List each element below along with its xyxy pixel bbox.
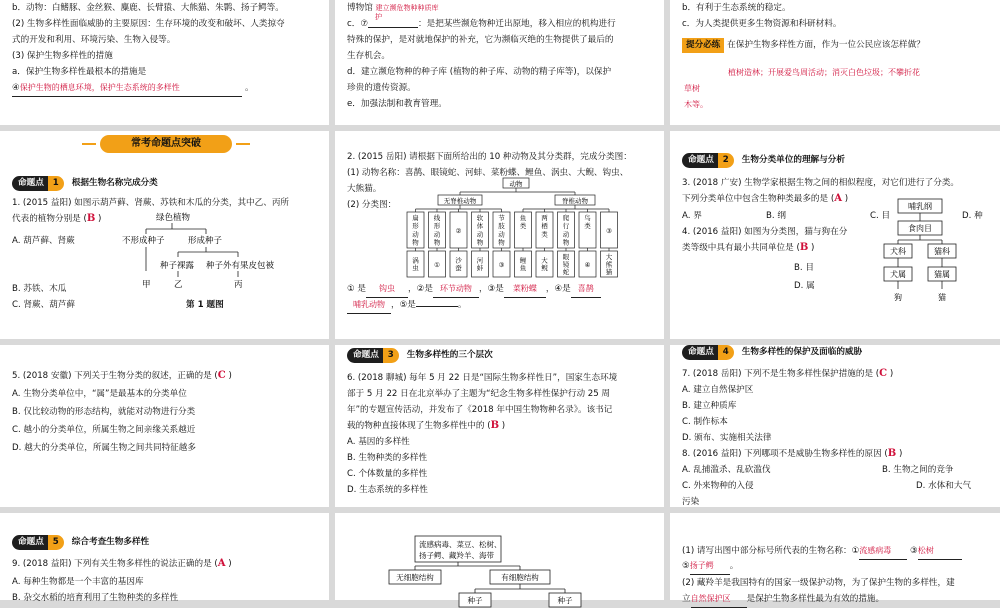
handwritten-answer: 松树 — [917, 546, 934, 555]
text-segment: 博物馆 — [347, 3, 373, 13]
handwritten-answer — [684, 97, 990, 113]
fig-species-label: ④ — [584, 261, 591, 269]
option-a[interactable]: A. 建立自然保护区 — [682, 385, 754, 395]
option-d[interactable]: D. 越大的分类单位，所属生物之间共同特征越多 — [12, 443, 196, 453]
option-d-continued: 污染 — [682, 497, 700, 507]
fig-label-bing: 丙 — [234, 280, 243, 290]
question-line: 部于 5 月 22 日在北京举办了主题为“纪念生物多样性保护行动 25 周 — [347, 389, 611, 399]
animal-classification-figure — [405, 176, 627, 278]
text-segment: ) — [228, 559, 232, 569]
topic-tag: 命题点 — [682, 345, 718, 360]
text-segment: 。 — [457, 300, 467, 310]
topic-number: 1 — [48, 176, 64, 191]
option-a[interactable]: A. 葫芦藓、肾蕨 — [12, 236, 75, 246]
fig-no-cell: 无细胞结构 — [396, 573, 434, 582]
text-segment: ：是把某些濒危物种迁出原地，移入相应的机构进行 — [418, 19, 616, 29]
fig-node-covered-seed: 种子外有果皮包被 — [206, 261, 275, 271]
organism-classification-figure — [395, 533, 625, 605]
text-line: d．建立濒危物种的种子库 (植物的种子库、动物的精子库等)，以保护 — [347, 67, 612, 77]
text-segment: ) — [98, 214, 102, 224]
fig-cat: 猫 — [938, 293, 946, 302]
handwritten-answer: C — [879, 368, 888, 379]
fig-vertebrate: 脊椎动物 — [562, 197, 588, 205]
text-line: (2) 生物多样性面临威胁的主要原因：生存环境的改变和破坏、人类掠夺 — [12, 19, 285, 29]
fig-species-label: 涡虫 — [412, 256, 419, 272]
question-line: 2. (2015 岳阳) 请根据下面所给出的 10 种动物及其分类群，完成分类图： — [347, 152, 632, 162]
fig-category-label: ② — [455, 227, 462, 235]
handwritten-answer: 喜鹊 — [577, 284, 594, 293]
blank — [433, 281, 479, 298]
figure-caption: 第 1 题图 — [186, 300, 224, 310]
handwritten-answer: 菜粉蝶 — [512, 284, 537, 293]
fig-category-label: 线形动物 — [433, 214, 441, 247]
text-segment: ⑤ — [682, 561, 690, 571]
fig-species-label: 眼镜蛇 — [562, 252, 570, 276]
question-line — [682, 446, 990, 462]
topic-title: 生物多样性的三个层次 — [406, 350, 493, 360]
fig-root: 绿色植物 — [156, 213, 191, 223]
topic-tag: 命题点 — [682, 153, 718, 168]
option-c[interactable]: C. 肾蕨、葫芦藓 — [12, 300, 76, 310]
text-line — [347, 16, 654, 32]
cat-dog-classification-figure — [880, 197, 960, 309]
topic-tag: 命题点 — [12, 176, 48, 191]
question-line: (2) 分类图： — [347, 200, 397, 210]
option-c[interactable]: C. 制作标本 — [682, 417, 728, 427]
panel-organism-figure — [335, 513, 664, 605]
fig-class: 哺乳纲 — [908, 202, 932, 211]
option-d[interactable]: D. 生态系统的多样性 — [347, 485, 428, 495]
option-c[interactable]: C. 外来物种的入侵 — [682, 481, 754, 491]
fig-node-seed: 形成种子 — [188, 236, 223, 246]
question-line — [682, 558, 990, 575]
plant-classification-figure — [110, 211, 320, 293]
text-segment: 。 — [729, 561, 739, 571]
fig-species-label: 鲤鱼 — [519, 256, 527, 272]
text-segment: 类等级中具有最小共同单位是 ( — [682, 243, 800, 253]
option-a[interactable]: A. 基因的多样性 — [347, 437, 410, 447]
fig-node-naked-seed: 种子裸露 — [160, 261, 195, 271]
fig-box-line1: 流感病毒、菜豆、松树、 — [419, 540, 502, 549]
text-segment: ，③是 — [478, 284, 504, 294]
panel-topic-2 — [670, 131, 1000, 339]
fig-invertebrate: 无脊椎动物 — [443, 197, 477, 205]
fig-label-jia: 甲 — [142, 280, 151, 290]
panel-topic-3 — [335, 345, 664, 507]
text-segment: c．⑦ — [347, 19, 369, 29]
topic-number: 5 — [48, 535, 64, 550]
text-segment: 代表的植物分别是 ( — [12, 214, 87, 224]
topic-title: 根据生物名称完成分类 — [71, 178, 158, 188]
answer-line — [347, 297, 654, 314]
panel-topic-4 — [670, 345, 1000, 507]
option-d[interactable]: D. 水体和大气 — [916, 481, 972, 491]
option-a[interactable]: A. 每种生物都是一个丰富的基因库 — [12, 577, 144, 587]
text-segment: ，⑤是 — [391, 300, 416, 310]
handwritten-answer: 哺乳动物 — [353, 300, 385, 309]
text-segment: ，②是 — [408, 284, 433, 294]
text-segment: ) — [889, 369, 894, 379]
option-c[interactable]: C. 目 — [870, 211, 891, 221]
option-b[interactable]: B. 苏铁、木瓜 — [12, 284, 67, 294]
text-segment: ，④是 — [545, 284, 571, 294]
question-line: 4. (2016 益阳) 如图为分类图，猫与狗在分 — [682, 227, 848, 237]
text-segment: ① 是 — [347, 284, 367, 294]
fig-species-label: 沙蚕 — [455, 256, 462, 272]
panel-biodiversity-threats — [0, 0, 329, 125]
question-line — [12, 368, 319, 384]
handwritten-answer: A — [217, 558, 226, 569]
option-a[interactable]: A. 界 — [682, 211, 702, 221]
panel-citizen-practice — [670, 0, 1000, 125]
handwritten-answer: A — [834, 193, 842, 204]
text-segment: 9. (2018 益阳) 下列有关生物多样性的说法正确的是 ( — [12, 559, 218, 569]
text-segment: ) — [811, 243, 815, 253]
text-line: 生存机会。 — [347, 51, 390, 61]
fig-seed-right: 种子 — [557, 596, 573, 605]
topic-number: 3 — [383, 348, 399, 363]
text-line: a．保护生物多样性最根本的措施是 — [12, 67, 147, 77]
topic-tag: 命题点 — [12, 535, 48, 550]
topic-title: 生物分类单位的理解与分析 — [741, 155, 845, 165]
blank — [366, 281, 408, 298]
fig-species-label: ① — [434, 261, 440, 269]
handwritten-answer: C — [217, 370, 226, 381]
fig-seed-left: 种子 — [467, 596, 483, 605]
option-d[interactable]: D. 种 — [962, 211, 983, 221]
answer-line — [347, 281, 654, 298]
text-segment: ) — [844, 194, 849, 204]
topic-title: 生物多样性的保护及面临的威胁 — [741, 347, 863, 357]
topic-header — [12, 175, 319, 191]
fig-category-label: 鱼类 — [519, 214, 527, 231]
option-b[interactable]: B. 建立种质库 — [682, 401, 737, 411]
text-line: b．有利于生态系统的稳定。 — [682, 3, 791, 13]
option-c[interactable]: C. 个体数量的多样性 — [347, 469, 428, 479]
option-a[interactable]: A. 生物分类单位中，“属”是最基本的分类单位 — [12, 389, 187, 399]
handwritten-answer: 钩虫 — [379, 284, 396, 293]
question-line — [682, 366, 990, 382]
text-line: c．为人类提供更多生物资源和科研材料。 — [682, 19, 842, 29]
handwritten-answer: B — [86, 213, 96, 224]
handwritten-answer: B — [490, 420, 500, 431]
blank — [347, 297, 391, 314]
question-line: (1) 动物名称：喜鹊、眼镜蛇、河蚌、菜粉蝶、鲤鱼、涡虫、大鲵、钩虫、 — [347, 168, 629, 178]
fig-category-label: ③ — [606, 227, 612, 235]
panel-topic-1 — [0, 131, 329, 339]
fig-box-line2: 扬子鳄、藏羚羊、海带 — [419, 551, 494, 560]
blank — [571, 281, 601, 298]
text-line: 珍贵的遗传资源。 — [347, 83, 416, 93]
fig-species-label: 大熊猫 — [605, 252, 613, 276]
handwritten-answer-part: 植树造林；开展爱鸟周活动；消灭白色垃圾；不攀折花 — [728, 68, 920, 77]
panel-question-10 — [670, 513, 1000, 604]
text-segment: ) — [228, 371, 232, 381]
fig-root: 动物 — [509, 180, 523, 188]
topic-header — [12, 534, 319, 550]
fig-category-label: 爬行动物 — [562, 214, 570, 247]
fig-family-dog: 犬科 — [890, 247, 906, 256]
fig-genus-cat: 猫属 — [934, 270, 950, 279]
text-segment: ) — [898, 449, 903, 459]
text-line: 式的开发和利用、环境污染、生物入侵等。 — [12, 35, 176, 45]
option-d[interactable]: D. 颁布、实施相关法律 — [682, 433, 772, 443]
option-b[interactable]: B. 生物之间的竞争 — [882, 465, 954, 475]
fig-node-no-seed: 不形成种子 — [122, 236, 165, 246]
topic-title: 综合考查生物多样性 — [71, 537, 150, 547]
topic-number: 4 — [718, 345, 734, 360]
question-line — [347, 418, 654, 434]
question-line: (2) 藏羚羊是我国特有的国家一级保护动物，为了保护生物的多样性，建 — [682, 578, 955, 588]
option-b[interactable]: B. 目 — [794, 263, 814, 273]
text-segment: 是保护生物多样性最为有效的措施。 — [746, 594, 885, 604]
topic-header — [347, 347, 654, 363]
question-line — [682, 591, 990, 608]
handwritten-answer-part: 木等。 — [684, 100, 708, 109]
fig-category-label: 扁形动物 — [412, 214, 419, 247]
question-line: 年”的专题宣传活动，并发布了《2018 年中国生物物种名录》。该书记 — [347, 405, 613, 415]
fig-order: 食肉目 — [908, 224, 932, 233]
handwritten-answer: 自然保护区 — [690, 594, 731, 603]
text-line: 特殊的保护，是对就地保护的补充，它为濒临灭绝的生物提供了最后的 — [347, 35, 614, 45]
panel-topic-5 — [0, 513, 329, 603]
question-line: 大熊猫。 — [347, 184, 382, 194]
section-banner: 常考命题点突破 — [100, 135, 232, 153]
panel-protection-measures — [335, 0, 664, 125]
topic-header — [682, 344, 990, 360]
handwritten-answer: 扬子鳄 — [689, 561, 714, 570]
topic-tag: 命题点 — [347, 348, 383, 363]
handwritten-answer — [684, 81, 990, 97]
handwritten-answer: 保护生物的栖息环境，保护生态系统的多样性 — [19, 83, 180, 92]
handwritten-answer: 环节动物 — [439, 284, 472, 293]
option-c[interactable]: C. 越小的分类单位，所属生物之间亲缘关系越近 — [12, 425, 196, 435]
option-a[interactable]: A. 乱捕滥杀、乱砍滥伐 — [682, 465, 771, 475]
fig-family-cat: 猫科 — [934, 247, 950, 256]
blank — [691, 591, 747, 608]
handwritten-answer-part: 草树 — [684, 84, 700, 93]
fig-species-label: 河蚌 — [476, 256, 484, 272]
handwritten-answer — [728, 65, 990, 81]
option-d[interactable]: D. 属 — [794, 281, 815, 291]
circled-number: ④ — [12, 83, 20, 93]
text-segment: 载的物种直接体现了生物多样性中的 ( — [347, 421, 491, 431]
text-period: 。 — [245, 83, 254, 93]
topic-header — [682, 152, 990, 168]
text-segment: ) — [501, 421, 506, 431]
text-segment: 立 — [682, 594, 691, 604]
text-line: b．动物：白鳍豚、金丝猴、麋鹿、长臂猿、大熊猫、朱鹮、扬子鳄等。 — [12, 3, 284, 13]
text-segment: 下列分类单位中包含生物种类最多的是 ( — [682, 194, 835, 204]
option-b[interactable]: B. 仅比较动物的形态结构，就能对动物进行分类 — [12, 407, 196, 417]
practice-tag: 提分必练 — [682, 38, 724, 53]
blank — [690, 558, 730, 575]
question-line — [12, 556, 319, 572]
question-line: 1. (2015 益阳) 如图示葫芦藓、肾蕨、苏铁和木瓜的分类，其中乙、丙所 — [12, 198, 290, 208]
handwritten-answer: B — [799, 242, 809, 253]
blank — [504, 281, 546, 298]
option-b[interactable]: B. 生物种类的多样性 — [347, 453, 428, 463]
option-b[interactable]: B. 杂交水稻的培育利用了生物种类的多样性 — [12, 593, 179, 603]
text-segment: 7. (2018 岳阳) 下列不是生物多样性保护措施的是 ( — [682, 369, 880, 379]
handwritten-answer: 建立濒危物种种质库 — [375, 4, 439, 12]
text-segment: (1) 请写出图中部分标号所代表的生物名称：① — [682, 546, 860, 556]
answer-line — [12, 80, 242, 97]
blank — [416, 306, 458, 307]
text-segment: 5. (2018 安徽) 下列关于生物分类的叙述，正确的是 ( — [12, 371, 218, 381]
text-segment: ③ — [910, 546, 918, 556]
text-line — [682, 37, 990, 53]
option-b[interactable]: B. 纲 — [766, 211, 786, 221]
question-line: 6. (2018 聊城) 每年 5 月 22 日是“国际生物多样性日”，国家生态环境 — [347, 373, 618, 383]
fig-category-label: 节肢动物 — [498, 214, 505, 247]
fig-genus-dog: 犬属 — [890, 270, 906, 279]
panel-question-5 — [0, 345, 329, 507]
text-line: e．加强法制和教育管理。 — [347, 99, 447, 109]
fig-category-label: 两栖类 — [541, 214, 548, 239]
text-line: (3) 保护生物多样性的措施 — [12, 51, 113, 61]
fig-dog: 狗 — [894, 293, 902, 302]
fig-category-label: 鸟类 — [584, 214, 591, 231]
handwritten-answer: B — [887, 448, 897, 459]
handwritten-answer: 流感病毒 — [859, 546, 892, 555]
panel-animal-classification — [335, 131, 664, 339]
question-text: 在保护生物多样性方面，作为一位公民应该怎样做？ — [727, 40, 925, 50]
fig-species-label: ③ — [498, 261, 505, 269]
fig-has-cell: 有细胞结构 — [501, 573, 539, 582]
fig-category-label: 软体动物 — [476, 214, 484, 247]
blank-line — [368, 16, 418, 28]
topic-number: 2 — [718, 153, 734, 168]
fig-species-label: 大鲵 — [541, 256, 548, 272]
handwritten-answer-part: 护 — [375, 13, 382, 21]
fig-label-yi: 乙 — [174, 280, 183, 290]
text-segment: 8. (2016 益阳) 下列哪项不是威胁生物多样性的原因 ( — [682, 449, 888, 459]
question-line: 3. (2018 广安) 生物学家根据生物之间的相似程度，对它们进行了分类。 — [682, 178, 960, 188]
